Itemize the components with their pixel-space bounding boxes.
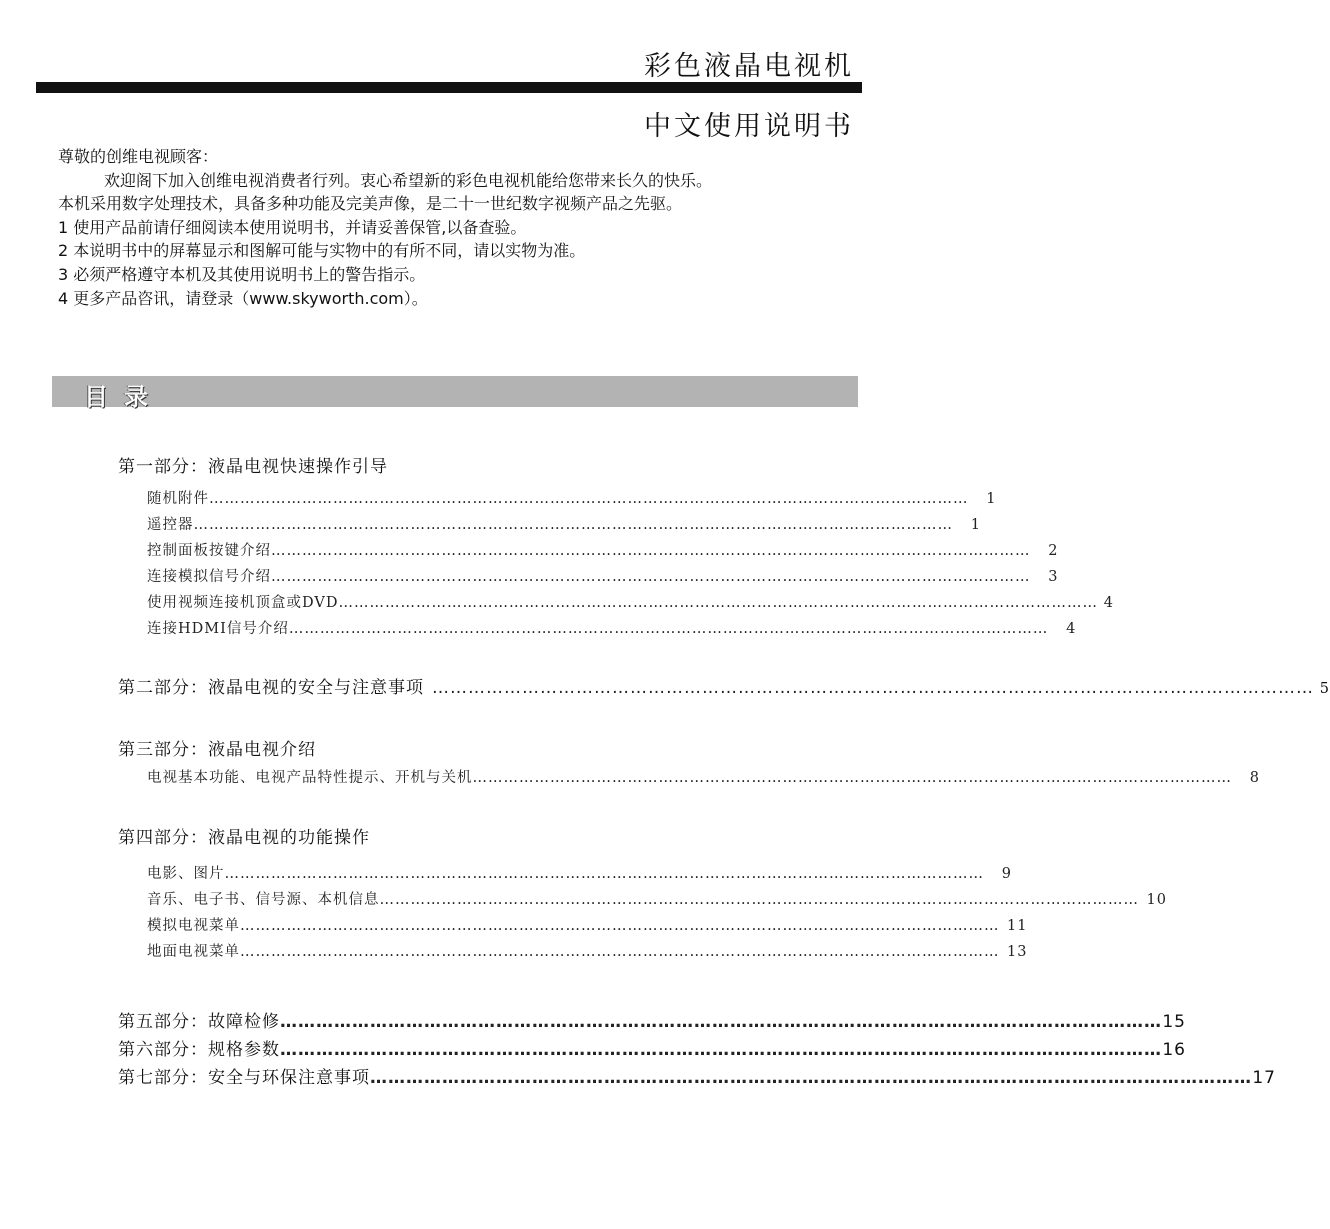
toc-part2-row[interactable]: [118, 673, 1330, 698]
toc-item-label: 控制面板按键介绍: [147, 543, 271, 559]
toc-part4-title[interactable]: 第四部分：液晶电视的功能操作: [118, 828, 370, 848]
toc-leader-dots: …………………………………………………………………………………………………………………………………: [209, 491, 969, 507]
header-divider-bar: [36, 82, 862, 93]
note-4: 4 更多产品咨讯，请登录（www.skyworth.com）。: [58, 288, 428, 308]
toc-leader-dots: …………………………………………………………………………………………………………………………………: [224, 866, 984, 882]
toc-item[interactable]: [147, 766, 1260, 787]
toc-leader-dots: …………………………………………………………………………………………………………………………………: [240, 944, 1000, 960]
toc-item-label: 音乐、电子书、信号源、本机信息: [147, 892, 380, 908]
toc-item-label: 地面电视菜单: [147, 944, 240, 960]
toc-part5-row[interactable]: [118, 1007, 1186, 1032]
toc-item-label: 使用视频连接机顶盒或DVD: [147, 595, 339, 611]
welcome-text: 欢迎阁下加入创维电视消费者行列。衷心希望新的彩色电视机能给您带来长久的快乐。: [104, 170, 713, 190]
toc-part7-page: 17: [1252, 1068, 1276, 1088]
greeting: 尊敬的创维电视顾客：: [58, 147, 219, 166]
toc-item-page: 1: [970, 517, 981, 533]
toc-heading-bar: [52, 376, 858, 411]
document-subtitle: 中文使用说明书: [644, 111, 854, 142]
toc-leader-dots: …………………………………………………………………………………………………………………………………: [338, 595, 1098, 611]
toc-item[interactable]: [147, 940, 1028, 961]
toc-item-page: 9: [1001, 866, 1012, 882]
toc-item-label: 遥控器: [147, 517, 194, 533]
toc-part2-title: 第二部分：液晶电视的安全与注意事项: [118, 678, 424, 698]
toc-leader-dots: …………………………………………………………………………………………………………………………………: [280, 1012, 1162, 1032]
toc-item-label: 电影、图片: [147, 866, 225, 882]
toc-part7-title: 第七部分：安全与环保注意事项: [118, 1068, 370, 1088]
toc-item[interactable]: [147, 888, 1167, 909]
toc-item-label: 连接HDMI信号介绍: [147, 621, 289, 637]
toc-item-label: 电视基本功能、电视产品特性提示、开机与关机: [147, 770, 473, 786]
toc-heading: 目录: [84, 383, 164, 411]
toc-item-page: 8: [1249, 770, 1260, 786]
toc-item-page: 4: [1066, 621, 1077, 637]
toc-item[interactable]: [147, 914, 1028, 935]
toc-part6-page: 16: [1162, 1040, 1186, 1060]
toc-item-page: 11: [1007, 918, 1028, 934]
toc-item[interactable]: [147, 487, 997, 508]
note-2: 2 本说明书中的屏幕显示和图解可能与实物中的有所不同，请以实物为准。: [58, 241, 586, 261]
toc-item-label: 随机附件: [147, 491, 209, 507]
toc-leader-dots: …………………………………………………………………………………………………………………………………: [280, 1040, 1162, 1060]
toc-item-page: 3: [1048, 569, 1059, 585]
toc-item-page: 4: [1103, 595, 1114, 611]
tech-text: 本机采用数字处理技术，具备多种功能及完美声像，是二十一世纪数字视频产品之先驱。: [58, 194, 683, 214]
toc-leader-dots: …………………………………………………………………………………………………………………………………: [288, 621, 1049, 637]
toc-part6-title: 第六部分：规格参数: [118, 1040, 280, 1060]
toc-part3-title[interactable]: 第三部分：液晶电视介绍: [118, 740, 316, 760]
toc-item-page: 2: [1048, 543, 1059, 559]
toc-leader-dots: …………………………………………………………………………………………………………………………………: [193, 517, 953, 533]
document-title: 彩色液晶电视机: [644, 51, 854, 82]
toc-item[interactable]: [147, 862, 1012, 883]
toc-item-page: 1: [986, 491, 997, 507]
toc-item-label: 模拟电视菜单: [147, 918, 240, 934]
toc-item[interactable]: [147, 513, 981, 534]
toc-leader-dots: …………………………………………………………………………………………………………………………………: [271, 543, 1031, 559]
toc-leader-dots: …………………………………………………………………………………………………………………………………: [271, 569, 1031, 585]
toc-item[interactable]: [147, 565, 1059, 586]
toc-item-label: 连接模拟信号介绍: [147, 569, 271, 585]
note-1: 1 使用产品前请仔细阅读本使用说明书，并请妥善保管,以备查验。: [58, 217, 527, 237]
toc-leader-dots: …………………………………………………………………………………………………………………………………: [370, 1068, 1252, 1088]
toc-part5-title: 第五部分：故障检修: [118, 1012, 280, 1032]
toc-part6-row[interactable]: [118, 1035, 1186, 1060]
toc-part7-row[interactable]: [118, 1063, 1276, 1088]
toc-item-page: 13: [1007, 944, 1028, 960]
intro-block: [58, 145, 858, 310]
toc-leader-dots: …………………………………………………………………………………………………………………………………: [240, 918, 1000, 934]
toc-leader-dots: …………………………………………………………………………………………………………………………………: [432, 678, 1314, 698]
toc-item[interactable]: [147, 617, 1077, 638]
toc-part1-title[interactable]: 第一部分：液晶电视快速操作引导: [118, 457, 388, 477]
toc-item-page: 10: [1146, 892, 1167, 908]
toc-item[interactable]: [147, 539, 1059, 560]
toc-leader-dots: …………………………………………………………………………………………………………………………………: [472, 770, 1232, 786]
toc-item[interactable]: [147, 591, 1114, 612]
note-3: 3 必须严格遵守本机及其使用说明书上的警告指示。: [58, 264, 426, 284]
toc-part2-page: 5: [1319, 681, 1330, 697]
toc-part5-page: 15: [1162, 1012, 1186, 1032]
toc-leader-dots: …………………………………………………………………………………………………………………………………: [379, 892, 1139, 908]
